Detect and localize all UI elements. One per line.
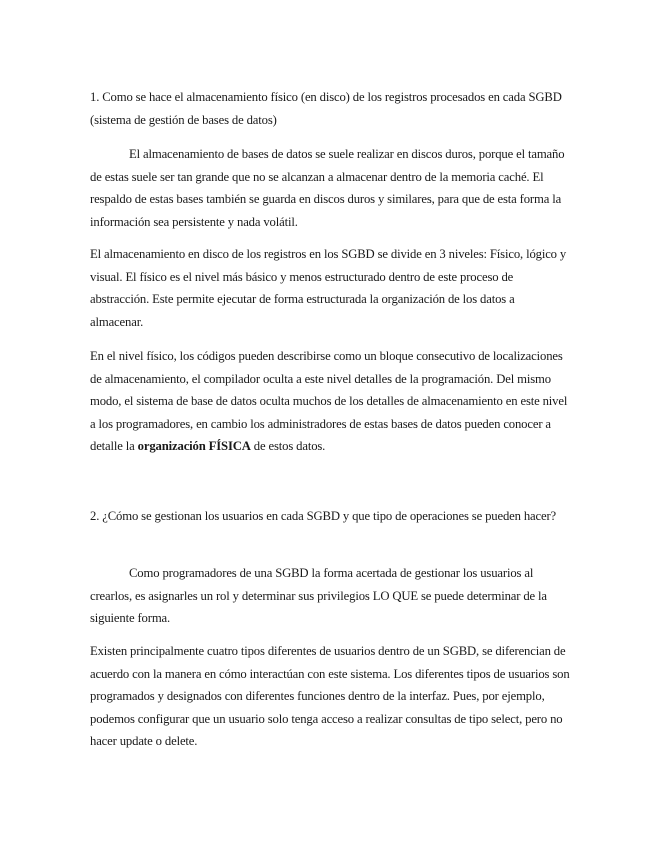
section1-paragraph-1: El almacenamiento de bases de datos se suele realizar en discos duros, porque el tamaño de estas suele ser tan grande que no se alcanzan a almacenar dentro de la memoria caché. El respaldo de estas bases también se guarda en discos duros y similares, para que de esta forma la información sea persistente y nada volátil. (90, 147, 565, 229)
section2-paragraph-2: Existen principalmente cuatro tipos diferentes de usuarios dentro de un SGBD, se diferencian de acuerdo con la manera en cómo interactúan con este sistema. Los diferentes tipos de usuarios son programados y designados con diferentes funciones dentro de la interfaz. Pues, por ejemplo, podemos configurar que un usuario solo tenga acceso a realizar consultas de tipo select, pero no hacer update o delete. (90, 644, 570, 749)
section1-paragraph-3-end: de estos datos. (250, 439, 326, 454)
organizacion-fisica-emphasis: organización FÍSICA (137, 439, 251, 454)
section1-paragraph-3-text: En el nivel físico, los códigos pueden describirse como un bloque consecutivo de localizaciones de almacenamiento, el compilador oculta a este nivel detalles de la programación. Del mismo modo, el sistema de base de datos oculta muchos de los detalles de almacenamiento en este nivel a los programadores, en cambio los administradores de estas bases de datos pueden conocer a detalle la (90, 349, 568, 454)
question-1: 1. Como se hace el almacenamiento físico (en disco) de los registros procesados en cada SGBD (sistema de gestión de bases de datos) (90, 90, 562, 127)
section1-paragraph-2: El almacenamiento en disco de los registros en los SGBD se divide en 3 niveles: Físico, lógico y visual. El físico es el nivel más básico y menos estructurado dentro de este proceso de abstracción. Este permite ejecutar de forma estructurada la organización de los datos a almacenar. (90, 247, 567, 329)
question-2: 2. ¿Cómo se gestionan los usuarios en cada SGBD y que tipo de operaciones se pueden hacer? (90, 509, 557, 523)
section2-paragraph-1: Como programadores de una SGBD la forma acertada de gestionar los usuarios al crearlos, es asignarles un rol y determinar sus privilegios LO QUE se puede determinar de la siguiente forma. (90, 566, 547, 626)
section1-paragraph-3 (90, 345, 570, 458)
